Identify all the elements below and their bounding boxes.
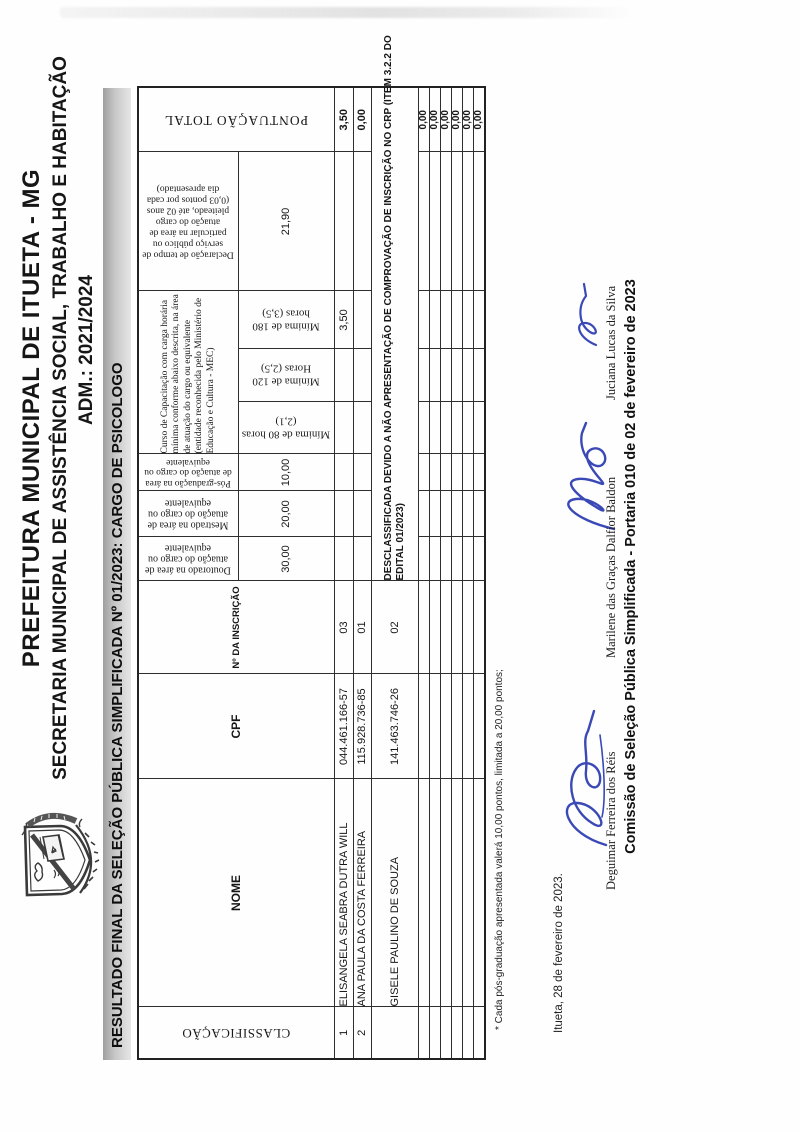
col-header-mestrado: Mestrado na área de atuação do cargo ou equivalente xyxy=(138,491,238,537)
cell-inscricao: 03 xyxy=(334,581,353,674)
col-header-declaracao: Declaração de tempo de serviço público ou particular na área de atuação do cargo pleiteado, até 02 anos (0,03 pontos por cada dia apresentado) xyxy=(138,152,238,291)
cell-total: 0,00 xyxy=(462,87,473,152)
table-row-gisele xyxy=(371,87,418,1059)
adm-period: ADM.: 2021/2024 xyxy=(76,275,97,425)
col-header-pontuacao-total: PONTUAÇÃO TOTAL xyxy=(138,87,334,152)
signature-name-juciana: Juciana Lucas da Silva xyxy=(604,285,618,400)
max-points-pos-graduacao: 10,00 xyxy=(238,454,334,491)
comissao-line: Comissão de Seleção Pública Simplificada - Portaria 010 de 02 de fevereiro de 2023 xyxy=(623,279,639,854)
table-row-empty xyxy=(473,87,485,1059)
cell-desclassificada-note xyxy=(371,35,418,581)
cell-classificacao xyxy=(371,1007,418,1059)
table-row-ana-paula xyxy=(353,87,371,1059)
cell-nome: GISELE PAULINO DE SOUZA xyxy=(371,779,418,1007)
cell-total: 0,00 xyxy=(429,87,440,152)
cell-cpf: 141.463.746-26 xyxy=(371,674,418,779)
cell-h180: 3,50 xyxy=(334,291,353,349)
table-row-empty xyxy=(462,87,473,1059)
letterhead xyxy=(16,3,100,833)
col-header-curso-capacitacao: Curso de Capacitação com carga horária mínima conforme abaixo descrita, na área de atuação do cargo ou equivalente (entidade reconhecida pelo Ministério de Educação e Cultura - MEC) xyxy=(138,291,238,454)
date-line: Itueta, 28 de fevereiro de 2023. xyxy=(553,873,565,1033)
desclassificada-line1: DESCLASSIFICADA DEVIDO A NÃO APRESENTAÇÃO DE COMPROVAÇÃO DE INSCRIÇÃO NO CRP (ITEM 3.2.2 DO xyxy=(382,35,394,581)
col-header-inscricao: Nº DA INSCRIÇÃO xyxy=(138,581,334,674)
table-row-empty xyxy=(440,87,451,1059)
signature-name-deguimar: Deguimar Ferreira dos Réis xyxy=(604,751,618,890)
scan-artifact xyxy=(60,7,635,18)
table-row-empty xyxy=(451,87,462,1059)
result-title-bar: RESULTADO FINAL DA SELEÇÃO PÚBLICA SIMPLIFICADA Nº 01/2023: CARGO DE PSICOLOGO xyxy=(103,88,131,1060)
max-points-doutorado: 30,00 xyxy=(238,537,334,581)
col-header-pos-graduacao: Pós-graduação na área de atuação do cargo ou equivalente xyxy=(138,454,238,491)
col-header-doutorado: Doutorado na área de atuação do cargo ou equivalente xyxy=(138,537,238,581)
cell-inscricao: 01 xyxy=(353,581,371,674)
table-row-empty xyxy=(429,87,440,1059)
desclassificada-line2: EDITAL 01/2023) xyxy=(394,503,406,581)
cell-total: 0,00 xyxy=(451,87,462,152)
footnote: * Cada pós-graduação apresentada valerá 10,00 pontos, limitada a 20,00 pontos; xyxy=(494,669,505,1030)
prefeitura-title: PREFEITURA MUNICIPAL DE ITUETA - MG xyxy=(18,168,45,668)
signature-name-marilene: Marilene das Graças Dalfior Baldon xyxy=(604,476,618,658)
cell-nome: ANA PAULA DA COSTA FERREIRA xyxy=(353,779,371,1007)
cell-total: 0,00 xyxy=(418,87,429,152)
col-header-120-horas: Mínima de 120 Horas (2,5) xyxy=(238,349,334,402)
secretaria-subtitle: SECRETARIA MUNICIPAL DE ASSISTÊNCIA SOCIAL, TRABALHO E HABITAÇÃO xyxy=(50,56,71,780)
table-row-empty xyxy=(418,87,429,1059)
col-header-nome: NOME xyxy=(138,779,334,1007)
results-table xyxy=(137,35,486,1060)
cell-cpf: 044.461.166-57 xyxy=(334,674,353,779)
cell-classificacao: 1 xyxy=(334,1007,353,1059)
cell-total: 0,00 xyxy=(353,87,371,152)
cell-total: 3,50 xyxy=(334,87,353,152)
cell-cpf: 115.928.736-85 xyxy=(353,674,371,779)
cell-nome: ELISANGELA SEABRA DUTRA WILL xyxy=(334,779,353,1007)
cell-inscricao: 02 xyxy=(371,581,418,674)
cell-total: 0,00 xyxy=(473,87,485,152)
header-row-1 xyxy=(138,87,238,1059)
max-points-mestrado: 20,00 xyxy=(238,491,334,537)
col-header-180-horas: Mínima de 180 horas (3,5) xyxy=(238,291,334,349)
table-row-elisangela xyxy=(334,87,353,1059)
cell-classificacao: 2 xyxy=(353,1007,371,1059)
cell-total: 0,00 xyxy=(440,87,451,152)
col-header-80-horas: Mínima de 80 horas (2,1) xyxy=(238,402,334,454)
col-header-classificacao: CLASSIFICAÇÃO xyxy=(138,1007,334,1059)
col-header-cpf: CPF xyxy=(138,674,334,779)
max-points-declaracao: 21,90 xyxy=(238,152,334,291)
